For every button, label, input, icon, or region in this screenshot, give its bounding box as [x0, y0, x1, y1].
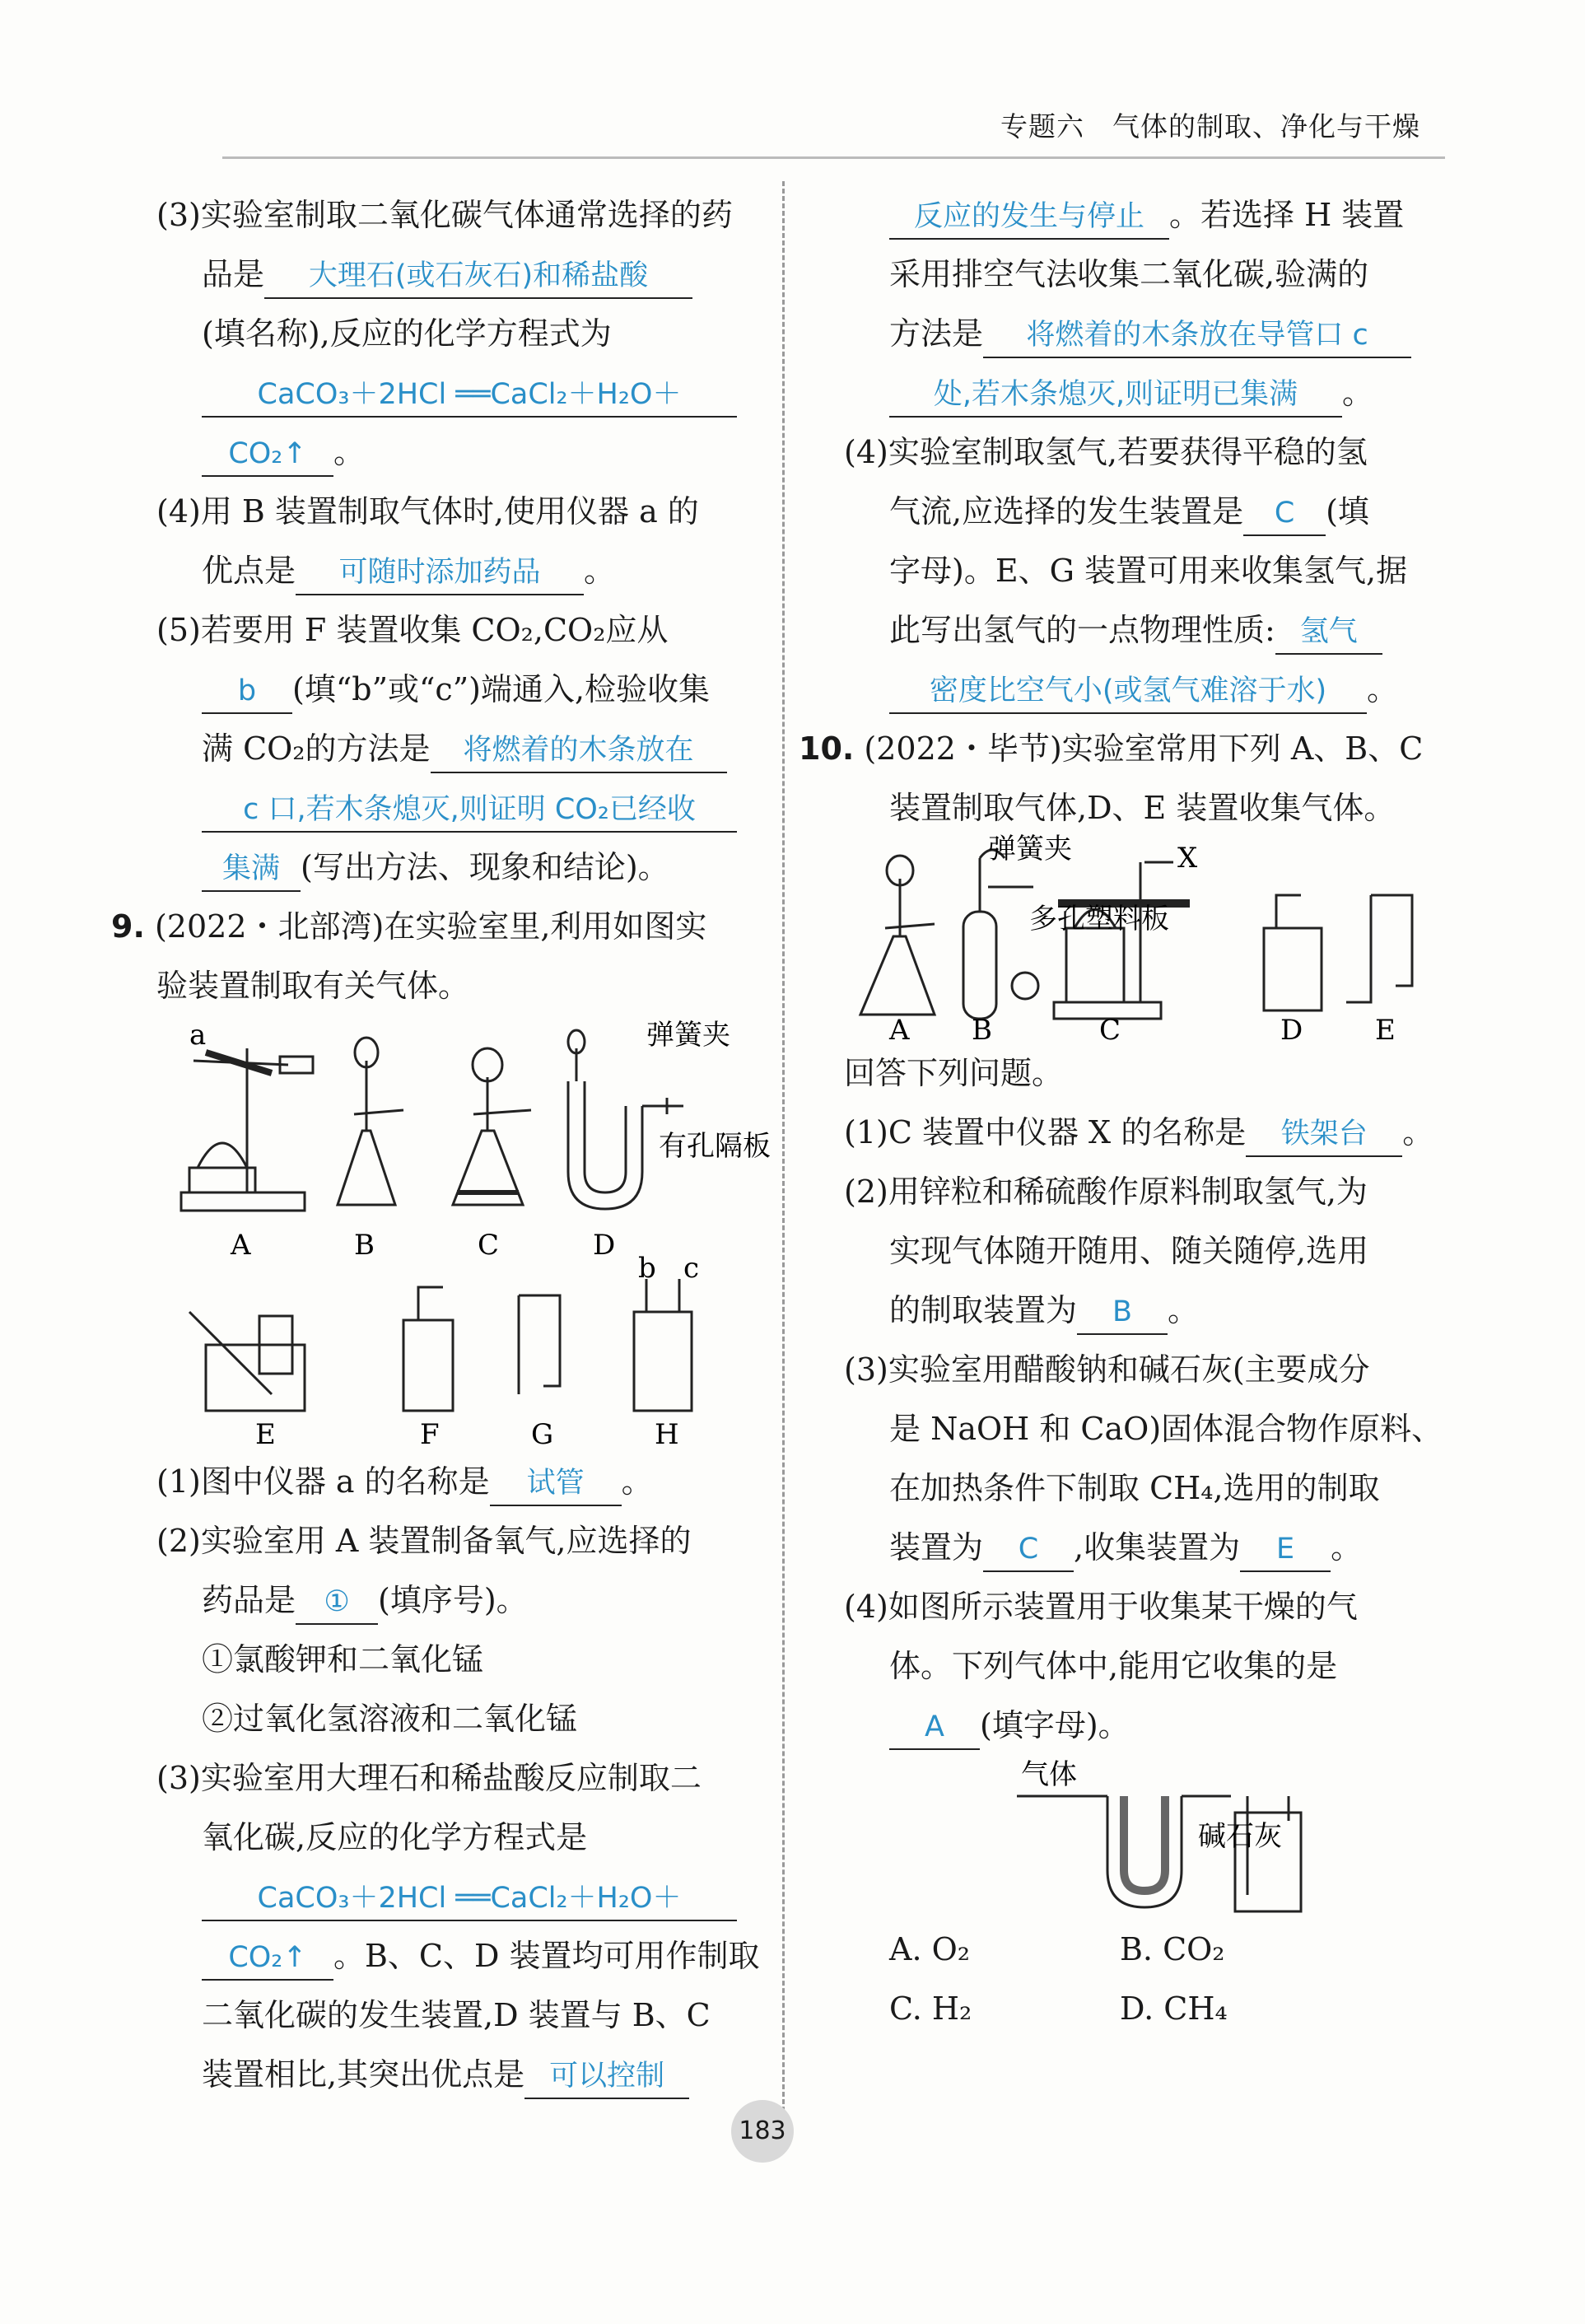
label-q10-E: E [1375, 1014, 1396, 1047]
answer-method-2: c 口,若木条熄灭,则证明 CO₂已经收 [202, 788, 737, 833]
answer-device-b: B [1077, 1290, 1168, 1335]
q8-5-line4 [156, 778, 733, 838]
label-A: A [231, 1229, 251, 1262]
drying-collection-apparatus [844, 1755, 1437, 1920]
q10-4-line2: 体。下列气体中,能用它收集的是 [889, 1648, 1338, 1684]
q10-intro: 回答下列问题。 [844, 1055, 1064, 1091]
answer-generator-c: C [983, 1528, 1074, 1572]
option-D: D. CH₄ [1120, 1990, 1228, 2027]
q10-figure-1 [844, 833, 1437, 1047]
q9-4-line2: 气流,应选择的发生装置是 C (填 [844, 482, 1437, 541]
label-G: G [531, 1418, 554, 1451]
q10-1: (1)C 装置中仪器 X 的名称是 铁架台 。 [844, 1103, 1437, 1162]
q10-options-row1 [844, 1920, 1437, 1979]
q10-line1: 10. (2022・毕节)实验室常用下列 A、B、C [799, 730, 1424, 767]
answer-gas-a: A [889, 1706, 980, 1750]
q8-4-line2: 优点是 可随时添加药品 。 [156, 541, 733, 600]
q9-line1: 9. (2022・北部湾)在实验室里,利用如图实 [111, 908, 707, 945]
label-spring-clip-q10: 弹簧夹 [988, 833, 1072, 866]
q9-3-cont-line1: 反应的发生与停止 。若选择 H 装置 [844, 185, 1437, 245]
page-number: 183 [731, 2100, 794, 2163]
q9-option-2: ②过氧化氢溶液和二氧化锰 [202, 1701, 578, 1737]
q10-3-line2: 是 NaOH 和 CaO)固体混合物作原料、 [889, 1411, 1443, 1447]
label-port-c: c [683, 1252, 700, 1285]
q8-3-line1: (3)实验室制取二氧化碳气体通常选择的药 [156, 197, 733, 233]
q8-3-line4 [156, 363, 733, 422]
answer-property-1: 氢气 [1275, 610, 1382, 655]
answer-advantage: 可随时添加药品 [296, 551, 584, 595]
q10-figure-2 [844, 1755, 1437, 1920]
q9-4-line1: (4)实验室制取氢气,若要获得平稳的氢 [844, 434, 1368, 470]
label-D: D [593, 1229, 616, 1262]
answer-q9-equation-2: CO₂↑ [202, 1936, 333, 1981]
q8-5-line1: (5)若要用 F 装置收集 CO₂,CO₂应从 [156, 612, 669, 648]
label-instrument-a: a [189, 1019, 207, 1052]
answer-equation-2: CO₂↑ [202, 432, 333, 477]
q9-3-line1: (3)实验室用大理石和稀盐酸反应制取二 [156, 1760, 702, 1796]
answer-choice-1: ① [296, 1580, 378, 1625]
label-q10-B: B [972, 1014, 992, 1047]
apparatus-e-to-h [156, 1252, 733, 1452]
q9-3-line2: 氧化碳,反应的化学方程式是 [202, 1819, 588, 1855]
answer-control-2: 反应的发生与停止 [889, 195, 1169, 240]
q9-4-line5: 密度比空气小(或氢气难溶于水) 。 [844, 660, 1437, 719]
left-column [111, 185, 771, 2104]
answer-end-b: b [202, 670, 292, 714]
q10-2-line1: (2)用锌粒和稀硫酸作原料制取氢气,为 [844, 1174, 1368, 1210]
column-divider [782, 181, 785, 2141]
label-E: E [255, 1418, 276, 1451]
q10-2-line3: 的制取装置为 B 。 [844, 1281, 1437, 1340]
answer-property-2: 密度比空气小(或氢气难溶于水) [889, 670, 1367, 714]
q9-3-line6: 装置相比,其突出优点是 可以控制 [156, 2045, 733, 2104]
q8-5-line5: 集满 (写出方法、现象和结论)。 [156, 838, 733, 897]
q9-2-line2: 药品是 ① (填序号)。 [156, 1570, 733, 1630]
answer-iron-stand: 铁架台 [1246, 1113, 1402, 1157]
answer-drug: 大理石(或石灰石)和稀盐酸 [264, 254, 692, 299]
label-x: X [1177, 842, 1198, 875]
q8-5-line2: b (填“b”或“c”)端通入,检验收集 [156, 660, 733, 719]
answer-test-tube: 试管 [490, 1462, 622, 1506]
q9-3-line3 [156, 1867, 733, 1926]
q8-3-line3: (填名称),反应的化学方程式为 [202, 315, 612, 352]
apparatus-q10 [844, 833, 1437, 1047]
q8-4-line1: (4)用 B 装置制取气体时,使用仪器 a 的 [156, 493, 699, 530]
option-B: B. CO₂ [1120, 1931, 1225, 1967]
q10-options-row2 [844, 1979, 1437, 2038]
q8-5-line3: 满 CO₂的方法是 将燃着的木条放在 [156, 719, 733, 778]
q9-4-line3: 字母)。E、G 装置可用来收集氢气,据 [889, 553, 1408, 589]
label-H: H [655, 1418, 679, 1451]
label-spring-clip: 弹簧夹 [646, 1019, 730, 1052]
q10-3-line3: 在加热条件下制取 CH₄,选用的制取 [889, 1470, 1380, 1506]
label-perforated-plate: 有孔隔板 [659, 1130, 771, 1163]
page-header: 专题六 气体的制取、净化与干燥 [1000, 110, 1420, 142]
q9-3-cont-line2: 采用排空气法收集二氧化碳,验满的 [889, 256, 1369, 292]
q10-4-line3: A (填字母)。 [844, 1696, 1437, 1755]
answer-equation-1: CaCO₃＋2HCl ══CaCl₂＋H₂O＋ [202, 373, 737, 418]
q9-4-line4: 此写出氢气的一点物理性质: 氢气 [844, 600, 1437, 660]
q10-2-line2: 实现气体随开随用、随关随停,选用 [889, 1233, 1369, 1269]
label-F: F [420, 1418, 440, 1451]
label-B: B [354, 1229, 375, 1262]
answer-h-method-2: 处,若木条熄灭,则证明已集满 [889, 373, 1342, 418]
answer-q9-equation-1: CaCO₃＋2HCl ══CaCl₂＋H₂O＋ [202, 1877, 737, 1921]
label-q10-D: D [1280, 1014, 1303, 1047]
q9-option-1: ①氯酸钾和二氧化锰 [202, 1641, 484, 1678]
label-q10-A: A [889, 1014, 910, 1047]
q9-3-cont-line4: 处,若木条熄灭,则证明已集满 。 [844, 363, 1437, 422]
q9-figure-2 [156, 1252, 733, 1452]
answer-collector-e: E [1240, 1528, 1331, 1572]
q9-3-cont-line3: 方法是 将燃着的木条放在导管口 c [844, 304, 1437, 363]
q9-1: (1)图中仪器 a 的名称是 试管 。 [156, 1452, 733, 1511]
q10-3-line1: (3)实验室用醋酸钠和碱石灰(主要成分 [844, 1351, 1370, 1388]
right-column [799, 185, 1443, 2038]
option-A: A. O₂ [889, 1931, 970, 1967]
q10-line2: 装置制取气体,D、E 装置收集气体。 [889, 790, 1396, 826]
q10-4-line1: (4)如图所示装置用于收集某干燥的气 [844, 1589, 1358, 1625]
label-port-b: b [638, 1252, 656, 1285]
answer-method-3: 集满 [202, 847, 301, 892]
answer-method-1: 将燃着的木条放在 [431, 729, 727, 773]
q9-3-line5: 二氧化碳的发生装置,D 装置与 B、C [202, 1997, 711, 2033]
answer-h-method-1: 将燃着的木条放在导管口 c [983, 314, 1411, 358]
answer-device-c: C [1243, 492, 1326, 536]
label-q10-C: C [1099, 1014, 1121, 1047]
header-rule [222, 156, 1445, 159]
q9-2-line1: (2)实验室用 A 装置制备氧气,应选择的 [156, 1523, 692, 1559]
q8-3-line5: CO₂↑ 。 [156, 422, 733, 482]
label-soda-lime: 碱石灰 [1198, 1820, 1282, 1853]
q10-3-line4: 装置为 C ,收集装置为 E 。 [844, 1518, 1437, 1577]
label-C: C [478, 1229, 500, 1262]
q9-figure-1 [156, 1015, 771, 1262]
answer-control-1: 可以控制 [524, 2055, 689, 2099]
apparatus-a-to-d [156, 1015, 771, 1262]
label-porous-plate: 多孔塑料板 [1029, 903, 1169, 936]
option-C: C. H₂ [889, 1990, 972, 2027]
label-gas-inlet: 气体 [1021, 1758, 1077, 1791]
q8-3-line2: 品是 大理石(或石灰石)和稀盐酸 [156, 245, 733, 304]
q9-3-line4: CO₂↑ 。B、C、D 装置均可用作制取 [156, 1926, 733, 1986]
q9-line2: 验装置制取有关气体。 [156, 968, 470, 1004]
